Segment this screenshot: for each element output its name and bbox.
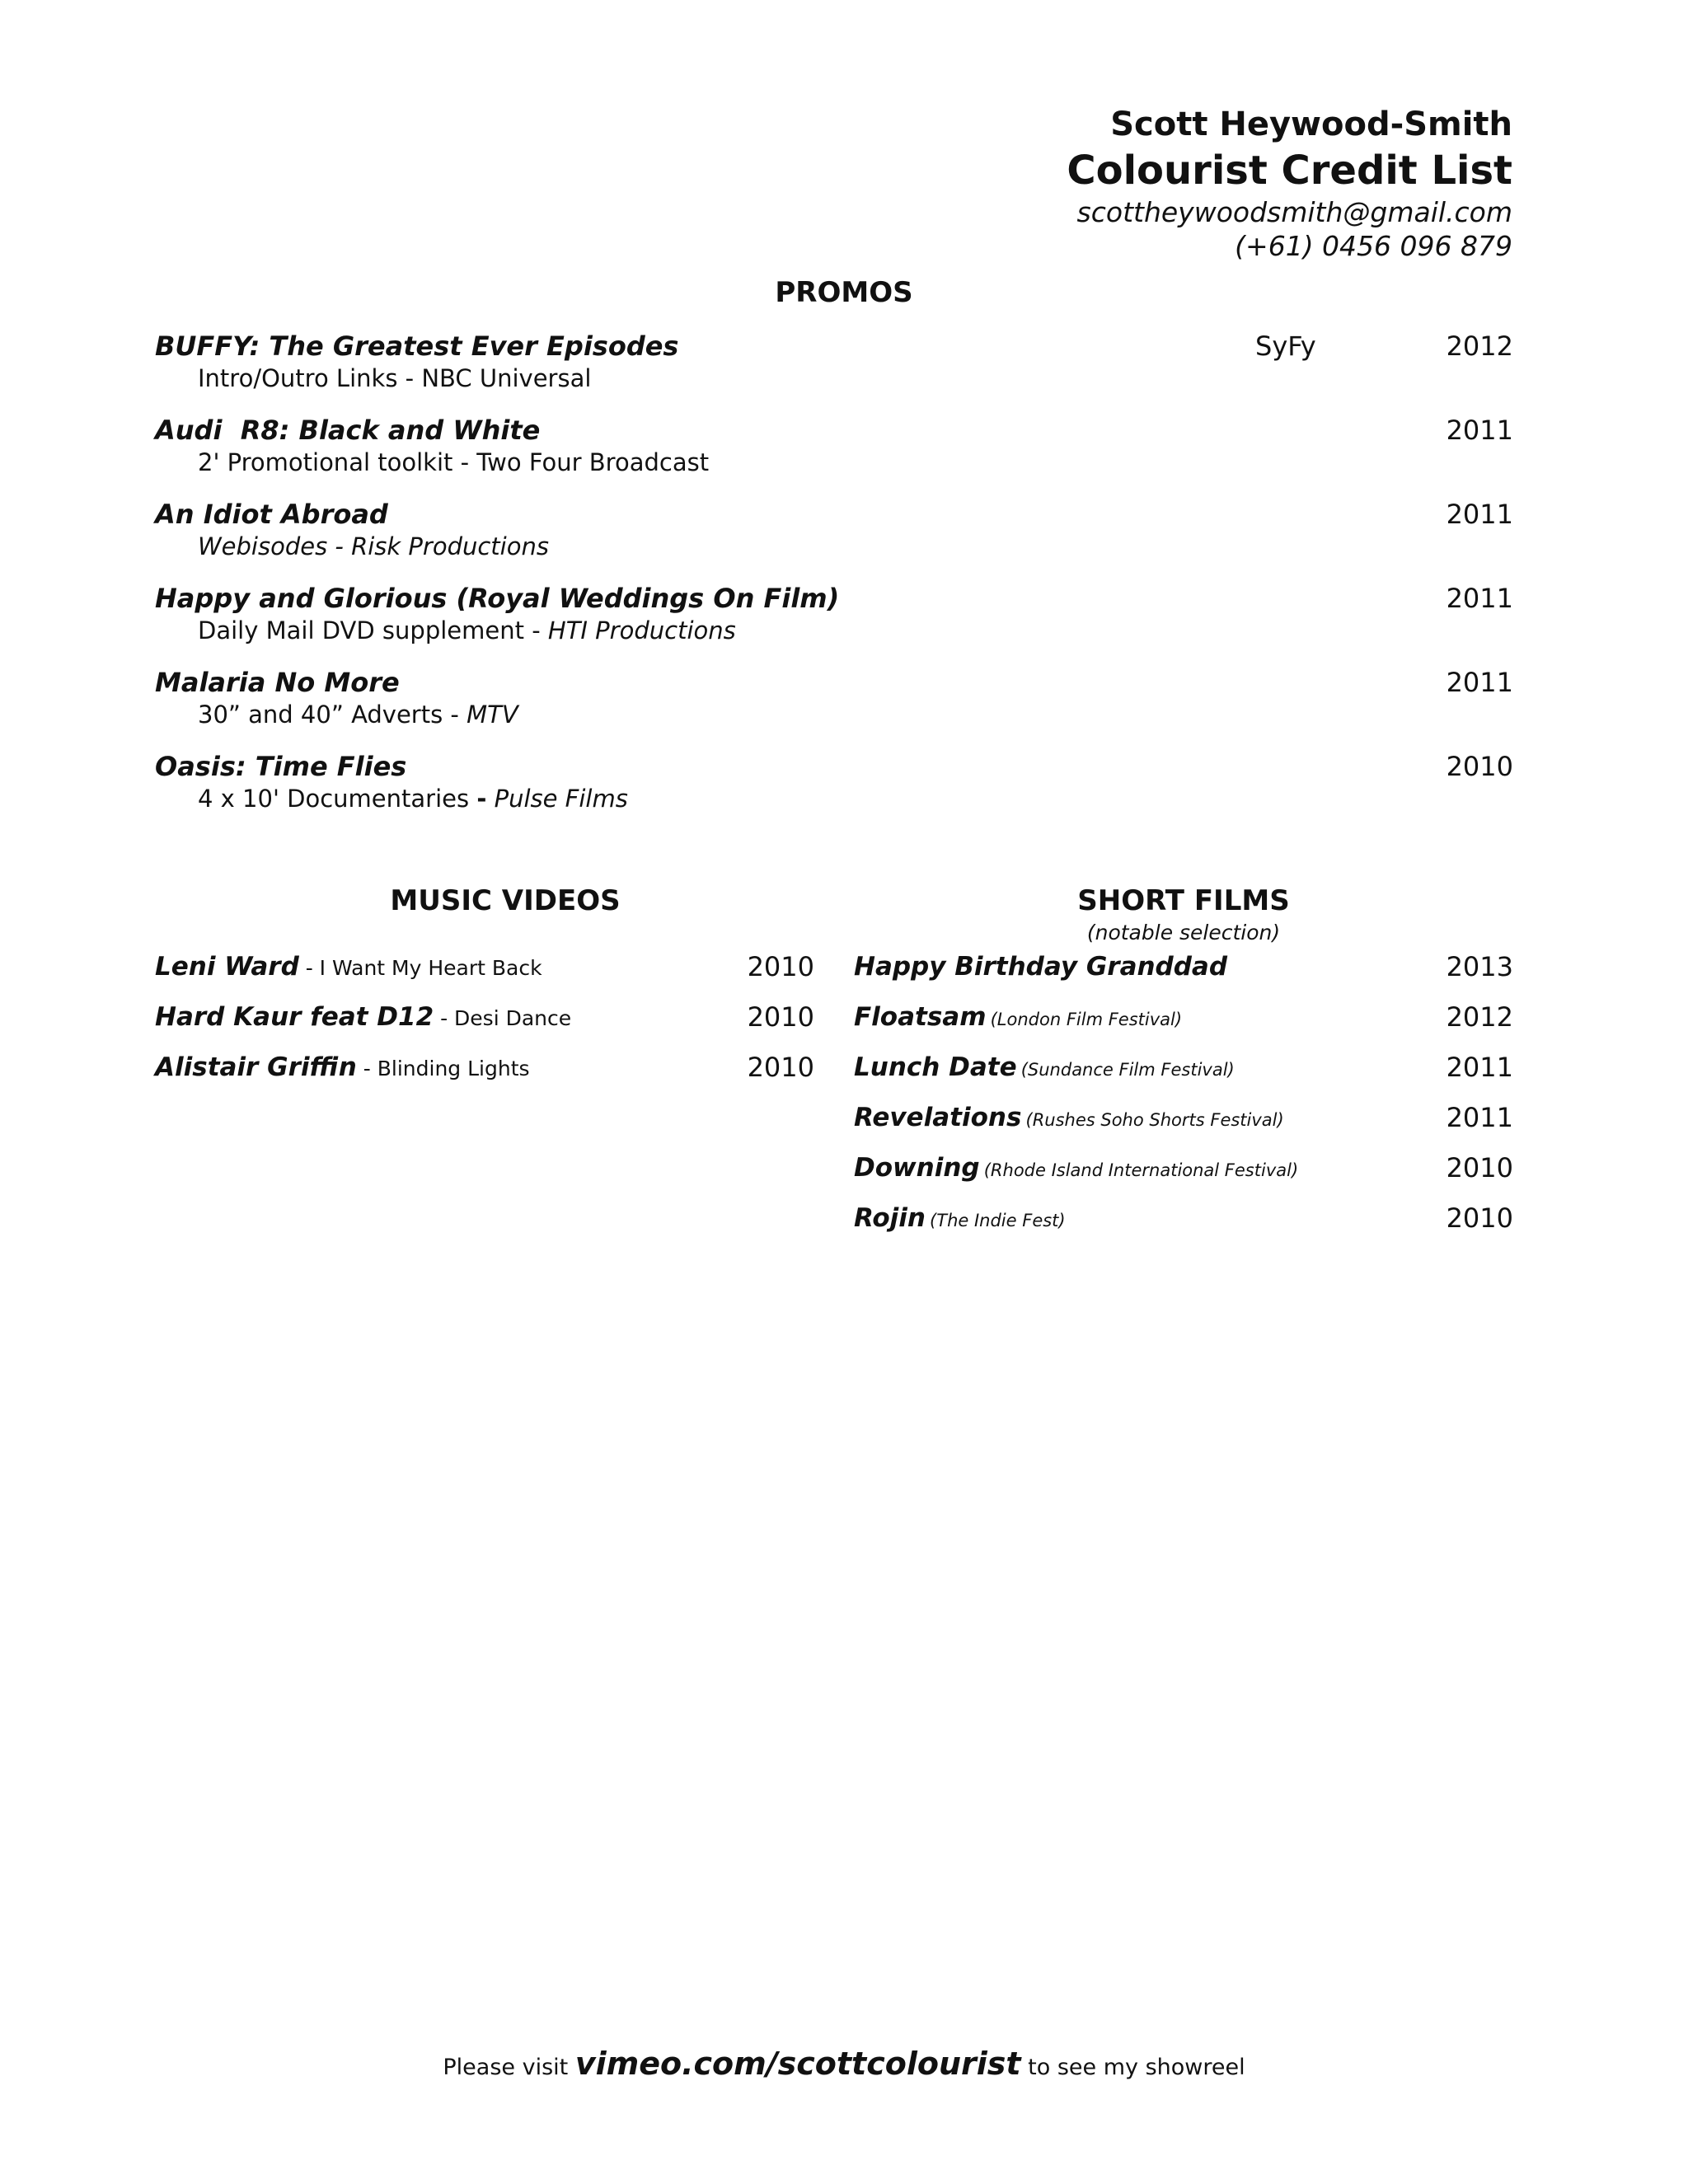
promo-desc-text: 4 x 10' Documentaries: [198, 785, 477, 813]
short-film-year: 2011: [1446, 1102, 1513, 1133]
short-film-title: Lunch Date: [854, 1052, 1017, 1082]
promo-item: [155, 330, 1513, 394]
promo-title: An Idiot Abroad: [155, 499, 388, 530]
promo-desc-text: Daily Mail DVD supplement -: [198, 616, 548, 644]
music-video-year: 2010: [747, 1001, 814, 1033]
music-video-song: - Desi Dance: [434, 1006, 572, 1030]
short-films-subheading: (notable selection): [1086, 921, 1281, 944]
music-video-year: 2010: [747, 951, 814, 982]
promo-desc: [155, 783, 1513, 814]
document-title: Colourist Credit List: [1067, 148, 1512, 194]
promo-year: 2011: [1446, 583, 1513, 614]
short-film-year: 2010: [1446, 1152, 1513, 1183]
promo-desc: Intro/Outro Links - NBC Universal: [198, 364, 592, 392]
promo-title: Audi R8: Black and White: [155, 415, 541, 446]
person-name: Scott Heywood-Smith: [1110, 105, 1512, 143]
music-video-artist: Alistair Griffin: [155, 1052, 357, 1082]
short-film-title: Downing: [854, 1153, 980, 1183]
phone-number: (+61) 0456 096 879: [1235, 230, 1512, 262]
short-film-item: [854, 1049, 1513, 1085]
footer-post-text: to see my showreel: [1020, 2055, 1245, 2080]
footer: [0, 2046, 1688, 2082]
short-film-festival: (Sundance Film Festival): [1020, 1060, 1235, 1080]
promo-year: 2011: [1446, 499, 1513, 530]
music-video-item: [155, 1049, 814, 1085]
music-video-item: [155, 949, 814, 985]
music-video-song: - Blinding Lights: [356, 1057, 530, 1080]
promo-title: Oasis: Time Flies: [155, 751, 407, 782]
promo-desc: [155, 615, 1513, 646]
promo-title: Malaria No More: [155, 667, 400, 698]
promo-company: MTV: [467, 701, 518, 729]
email-address[interactable]: scottheywoodsmith@gmail.com: [1076, 196, 1512, 228]
music-video-artist: Leni Ward: [155, 952, 299, 982]
short-film-festival: (The Indie Fest): [930, 1211, 1066, 1230]
short-film-title: Happy Birthday Granddad: [854, 952, 1228, 982]
promo-item: [155, 750, 1513, 814]
music-videos-heading: MUSIC VIDEOS: [390, 884, 621, 917]
short-film-year: 2012: [1446, 1001, 1513, 1033]
promo-company: HTI Productions: [547, 616, 736, 644]
promo-year: 2012: [1446, 330, 1513, 362]
short-film-item: [854, 1099, 1513, 1136]
music-video-year: 2010: [747, 1052, 814, 1083]
short-film-festival: (Rhode Island International Festival): [983, 1160, 1299, 1180]
promo-desc-dash: -: [476, 785, 487, 813]
promo-item: [155, 498, 1513, 562]
promo-item: [155, 414, 1513, 478]
short-film-festival: (London Film Festival): [990, 1010, 1183, 1029]
promo-item: [155, 666, 1513, 730]
footer-pre-text: Please visit: [443, 2055, 575, 2080]
promo-year: 2011: [1446, 667, 1513, 698]
promo-desc: Webisodes - Risk Productions: [198, 532, 549, 560]
short-film-item: [854, 999, 1513, 1035]
short-film-title: Rojin: [854, 1203, 926, 1233]
short-film-year: 2011: [1446, 1052, 1513, 1083]
short-film-year: 2013: [1446, 951, 1513, 982]
music-video-song: - I Want My Heart Back: [298, 956, 542, 980]
short-film-item: [854, 1150, 1513, 1186]
header-block: [1067, 103, 1512, 263]
music-video-artist: Hard Kaur feat D12: [155, 1002, 434, 1032]
short-film-item: [854, 1200, 1513, 1236]
showreel-link[interactable]: vimeo.com/scottcolourist: [574, 2046, 1021, 2082]
promo-year: 2011: [1446, 415, 1513, 446]
short-film-item: [854, 949, 1513, 985]
music-video-item: [155, 999, 814, 1035]
promo-year: 2010: [1446, 751, 1513, 782]
promos-heading: PROMOS: [775, 276, 913, 309]
promo-network: SyFy: [1255, 330, 1316, 362]
promo-title: Happy and Glorious (Royal Weddings On Film): [155, 583, 840, 614]
short-films-heading: SHORT FILMS: [1077, 884, 1290, 917]
promo-desc: 2' Promotional toolkit - Two Four Broadcast: [198, 448, 710, 476]
short-film-title: Floatsam: [854, 1002, 987, 1032]
promo-company: Pulse Films: [486, 785, 628, 813]
short-film-title: Revelations: [854, 1103, 1022, 1132]
short-film-year: 2010: [1446, 1202, 1513, 1234]
short-film-festival: (Rushes Soho Shorts Festival): [1025, 1110, 1284, 1130]
promo-item: [155, 582, 1513, 646]
promo-desc-text: 30” and 40” Adverts -: [198, 701, 467, 729]
promo-title: BUFFY: The Greatest Ever Episodes: [155, 330, 679, 362]
promo-desc: [155, 699, 1513, 730]
